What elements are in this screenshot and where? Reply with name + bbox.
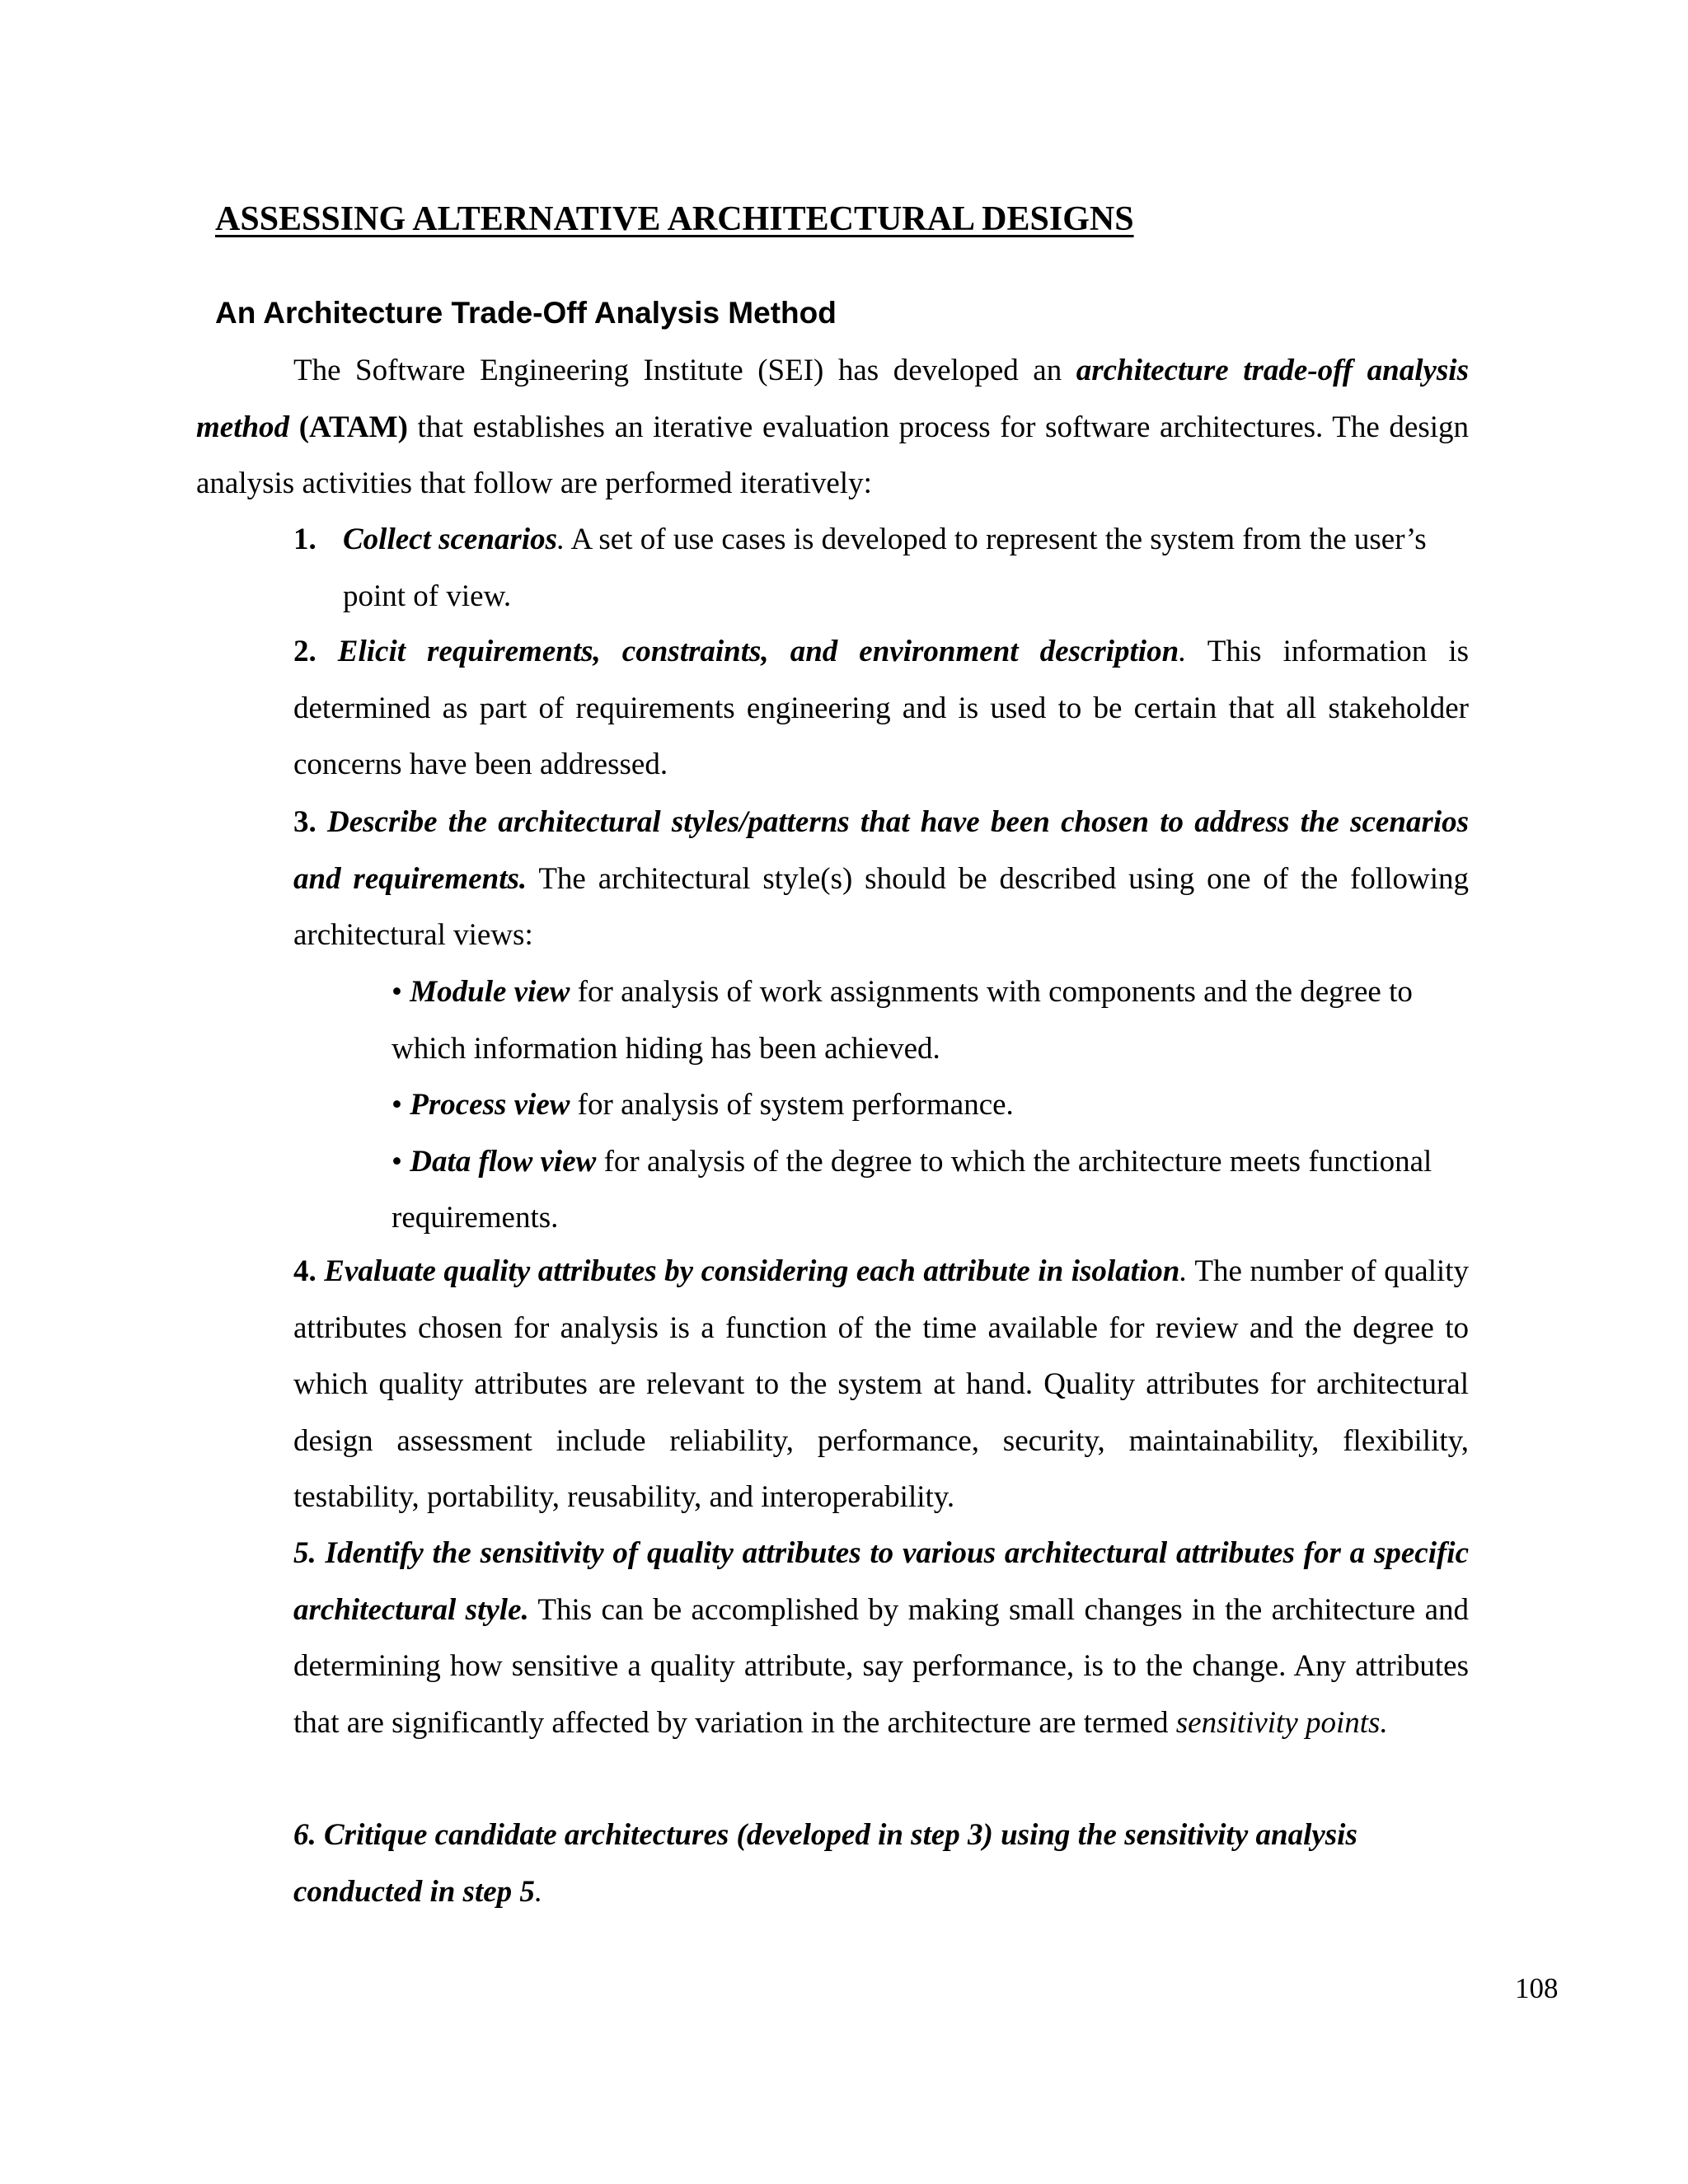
step-heading: Evaluate quality attributes by considering each attribute in isolation (316, 1254, 1180, 1288)
step-number: 4. (293, 1254, 316, 1288)
step-item-4 (293, 1244, 1469, 1526)
step-number: 2. (293, 635, 316, 668)
step-item-3 (293, 794, 1469, 964)
step-heading-end: . (1179, 1254, 1188, 1288)
intro-text-start: The Software Engineering Institute (SEI) has developed an (293, 354, 1076, 387)
step-heading-end: . (534, 1874, 543, 1909)
view-description: for analysis of the degree to which the architecture meets functional requirements. (392, 1144, 1432, 1235)
view-description: for analysis of work assignments with components and the degree to which information hiding has been achieved. (392, 975, 1413, 1066)
bullet-glyph: • (392, 975, 410, 1009)
step-text: This information is determined as part of requirements engineering and is used to be certain that all stakeholder concerns have been addressed. (293, 635, 1469, 781)
intro-text-end: that establishes an iterative evaluation process for software architectures. The design analysis activities that follow are performed iteratively: (196, 410, 1470, 500)
step-heading: Collect scenarios (343, 523, 558, 556)
list-item-process-view (392, 1077, 1463, 1134)
architectural-views-list (392, 964, 1463, 1247)
step-text: The architectural style(s) should be described using one of the following architectural views: (293, 861, 1469, 952)
step-heading: Critique candidate architectures (developed in step 3) using the sensitivity analysis conducted in step 5 (293, 1818, 1357, 1909)
section-subheading: An Architecture Trade-Off Analysis Method (215, 296, 837, 330)
view-description: for analysis of system performance. (570, 1088, 1014, 1122)
list-item-data-flow-view (392, 1134, 1463, 1247)
step-number: 1. (293, 523, 316, 556)
intro-spacer (289, 410, 299, 444)
step-text: This can be accomplished by making small changes in the architecture and determining how sensitive a quality attribute, say performance, is to the change. Any attributes that are significantly affected by variation in the architecture are termed (293, 1592, 1469, 1740)
atam-term: architecture trade-off analysis method (196, 354, 1469, 444)
intro-paragraph (196, 343, 1469, 513)
page-title: ASSESSING ALTERNATIVE ARCHITECTURAL DESIGNS (215, 200, 1134, 238)
bullet-glyph: • (392, 1088, 410, 1122)
list-item-module-view (392, 964, 1463, 1077)
step-heading-end: . (1179, 635, 1187, 668)
view-name: Data flow view (410, 1144, 597, 1179)
view-name: Module view (410, 975, 570, 1009)
view-name: Process view (410, 1088, 570, 1122)
step-item-5 (293, 1526, 1469, 1751)
bullet-glyph: • (392, 1144, 410, 1179)
step-heading-end: . (557, 523, 565, 556)
step-text: A set of use cases is developed to represent the system from the user’s point of view. (343, 523, 1427, 613)
step-heading: Describe the architectural styles/patterns that have been chosen to address the scenarios and requirements. (293, 805, 1469, 896)
step-number: 6. (293, 1818, 316, 1852)
step-text: The number of quality attributes chosen for analysis is a function of the time available for review and the degree to which quality attributes are relevant to the system at hand. Quality attributes for architectural design assessment include reliability, performance, security, maintainability, flexibility, testability, portability, reusability, and interoperability. (293, 1254, 1469, 1514)
atam-acronym: (ATAM) (298, 410, 408, 444)
step-number: 5. (293, 1536, 316, 1570)
step-heading: Elicit requirements, constraints, and environment description (316, 635, 1179, 668)
step-item-2 (293, 624, 1469, 794)
sensitivity-points-term: sensitivity points. (1175, 1705, 1388, 1740)
step-number: 3. (293, 805, 316, 839)
step-item-6 (293, 1807, 1414, 1920)
page-number: 108 (1515, 1972, 1559, 2004)
step-heading: Identify the sensitivity of quality attributes to various architectural attributes for a specific architectural style. (293, 1536, 1469, 1627)
step-item-1 (293, 512, 1469, 625)
